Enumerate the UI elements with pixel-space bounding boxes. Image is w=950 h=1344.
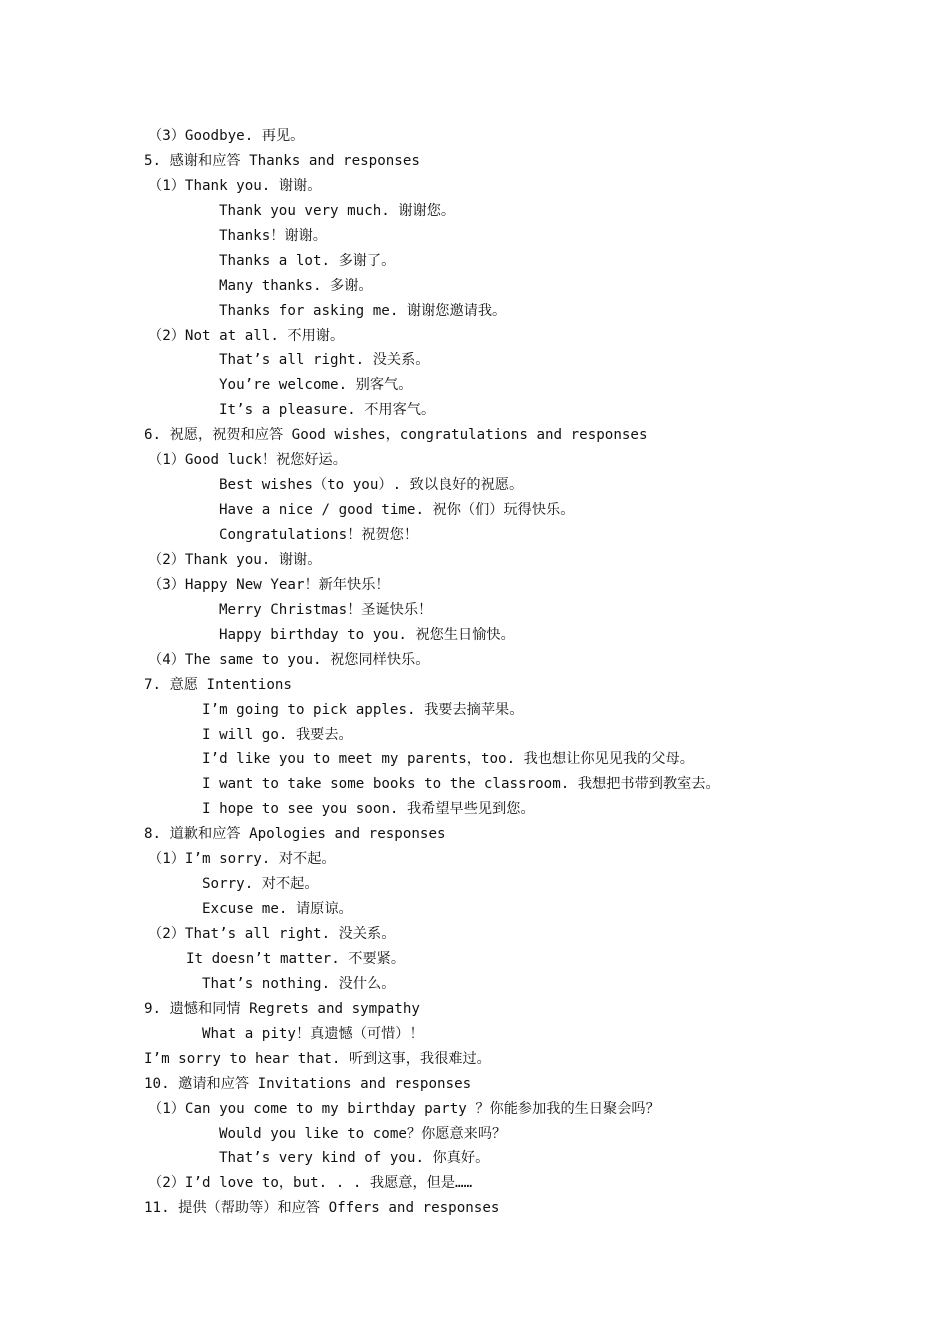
text-line: Thanks for asking me. 谢谢您邀请我。 <box>219 302 507 319</box>
text-line: Thank you very much. 谢谢您。 <box>219 202 456 219</box>
text-line: What a pity！真遗憾（可惜）！ <box>202 1025 424 1042</box>
text-line: Best wishes（to you）. 致以良好的祝愿。 <box>219 477 524 494</box>
text-line: Merry Christmas！圣诞快乐！ <box>219 601 433 618</box>
text-line: Sorry. 对不起。 <box>202 876 319 893</box>
text-line: （1）I’m sorry. 对不起。 <box>148 851 336 868</box>
text-line: 9. 遗憾和同情 Regrets and sympathy <box>144 1000 420 1017</box>
text-line: （1）Can you come to my birthday party ？你能参加我的生日聚会吗？ <box>148 1100 660 1117</box>
text-line: 8. 道歉和应答 Apologies and responses <box>144 826 446 843</box>
text-line: I will go. 我要去。 <box>202 726 353 743</box>
text-line: Have a nice / good time. 祝你（们）玩得快乐。 <box>219 502 575 519</box>
text-line: （2）I’d love to，but. . . 我愿意，但是…… <box>148 1175 473 1192</box>
text-line: Happy birthday to you. 祝您生日愉快。 <box>219 626 515 643</box>
document-body <box>0 124 950 1221</box>
text-line: Thanks a lot. 多谢了。 <box>219 252 396 269</box>
text-line: （2）Thank you. 谢谢。 <box>148 551 322 568</box>
text-line: （2）That’s all right. 没关系。 <box>148 926 396 942</box>
text-line: 5. 感谢和应答 Thanks and responses <box>144 152 420 169</box>
text-line: （2）Not at all. 不用谢。 <box>148 327 345 344</box>
text-line: 7. 意愿 Intentions <box>144 676 292 693</box>
text-line: I’m going to pick apples. 我要去摘苹果。 <box>202 701 524 718</box>
text-line: （1）Good luck！祝您好运。 <box>148 452 347 469</box>
text-line: Thanks！谢谢。 <box>219 227 327 244</box>
text-line: That’s all right. 没关系。 <box>219 352 430 369</box>
text-line: （3）Goodbye. 再见。 <box>148 128 305 144</box>
text-line: That’s very kind of you. 你真好。 <box>219 1150 490 1167</box>
text-line: It’s a pleasure. 不用客气。 <box>219 402 436 419</box>
text-line: Congratulations！祝贺您！ <box>219 527 419 543</box>
text-line: You’re welcome. 别客气。 <box>219 377 413 394</box>
text-line: I’d like you to meet my parents，too. 我也想让你见见我的父母。 <box>202 751 694 768</box>
text-line: Many thanks. 多谢。 <box>219 277 373 294</box>
text-line: That’s nothing. 没什么。 <box>202 975 396 992</box>
text-line: 11. 提供（帮助等）和应答 Offers and responses <box>144 1200 500 1217</box>
text-line: It doesn’t matter. 不要紧。 <box>186 950 406 967</box>
text-line: I want to take some books to the classroom. 我想把书带到教室去。 <box>202 776 720 793</box>
text-line: （3）Happy New Year！新年快乐！ <box>148 576 390 593</box>
text-line: 6. 祝愿，祝贺和应答 Good wishes，congratulations and responses <box>144 427 648 444</box>
text-line: 10. 邀请和应答 Invitations and responses <box>144 1075 472 1092</box>
text-line: （4）The same to you. 祝您同样快乐。 <box>148 651 430 668</box>
text-line: I hope to see you soon. 我希望早些见到您。 <box>202 801 535 818</box>
text-line: Would you like to come？你愿意来吗？ <box>219 1125 507 1142</box>
text-line: I’m sorry to hear that. 听到这事，我很难过。 <box>144 1050 491 1067</box>
text-line: Excuse me. 请原谅。 <box>202 901 353 918</box>
text-line: （1）Thank you. 谢谢。 <box>148 177 322 194</box>
